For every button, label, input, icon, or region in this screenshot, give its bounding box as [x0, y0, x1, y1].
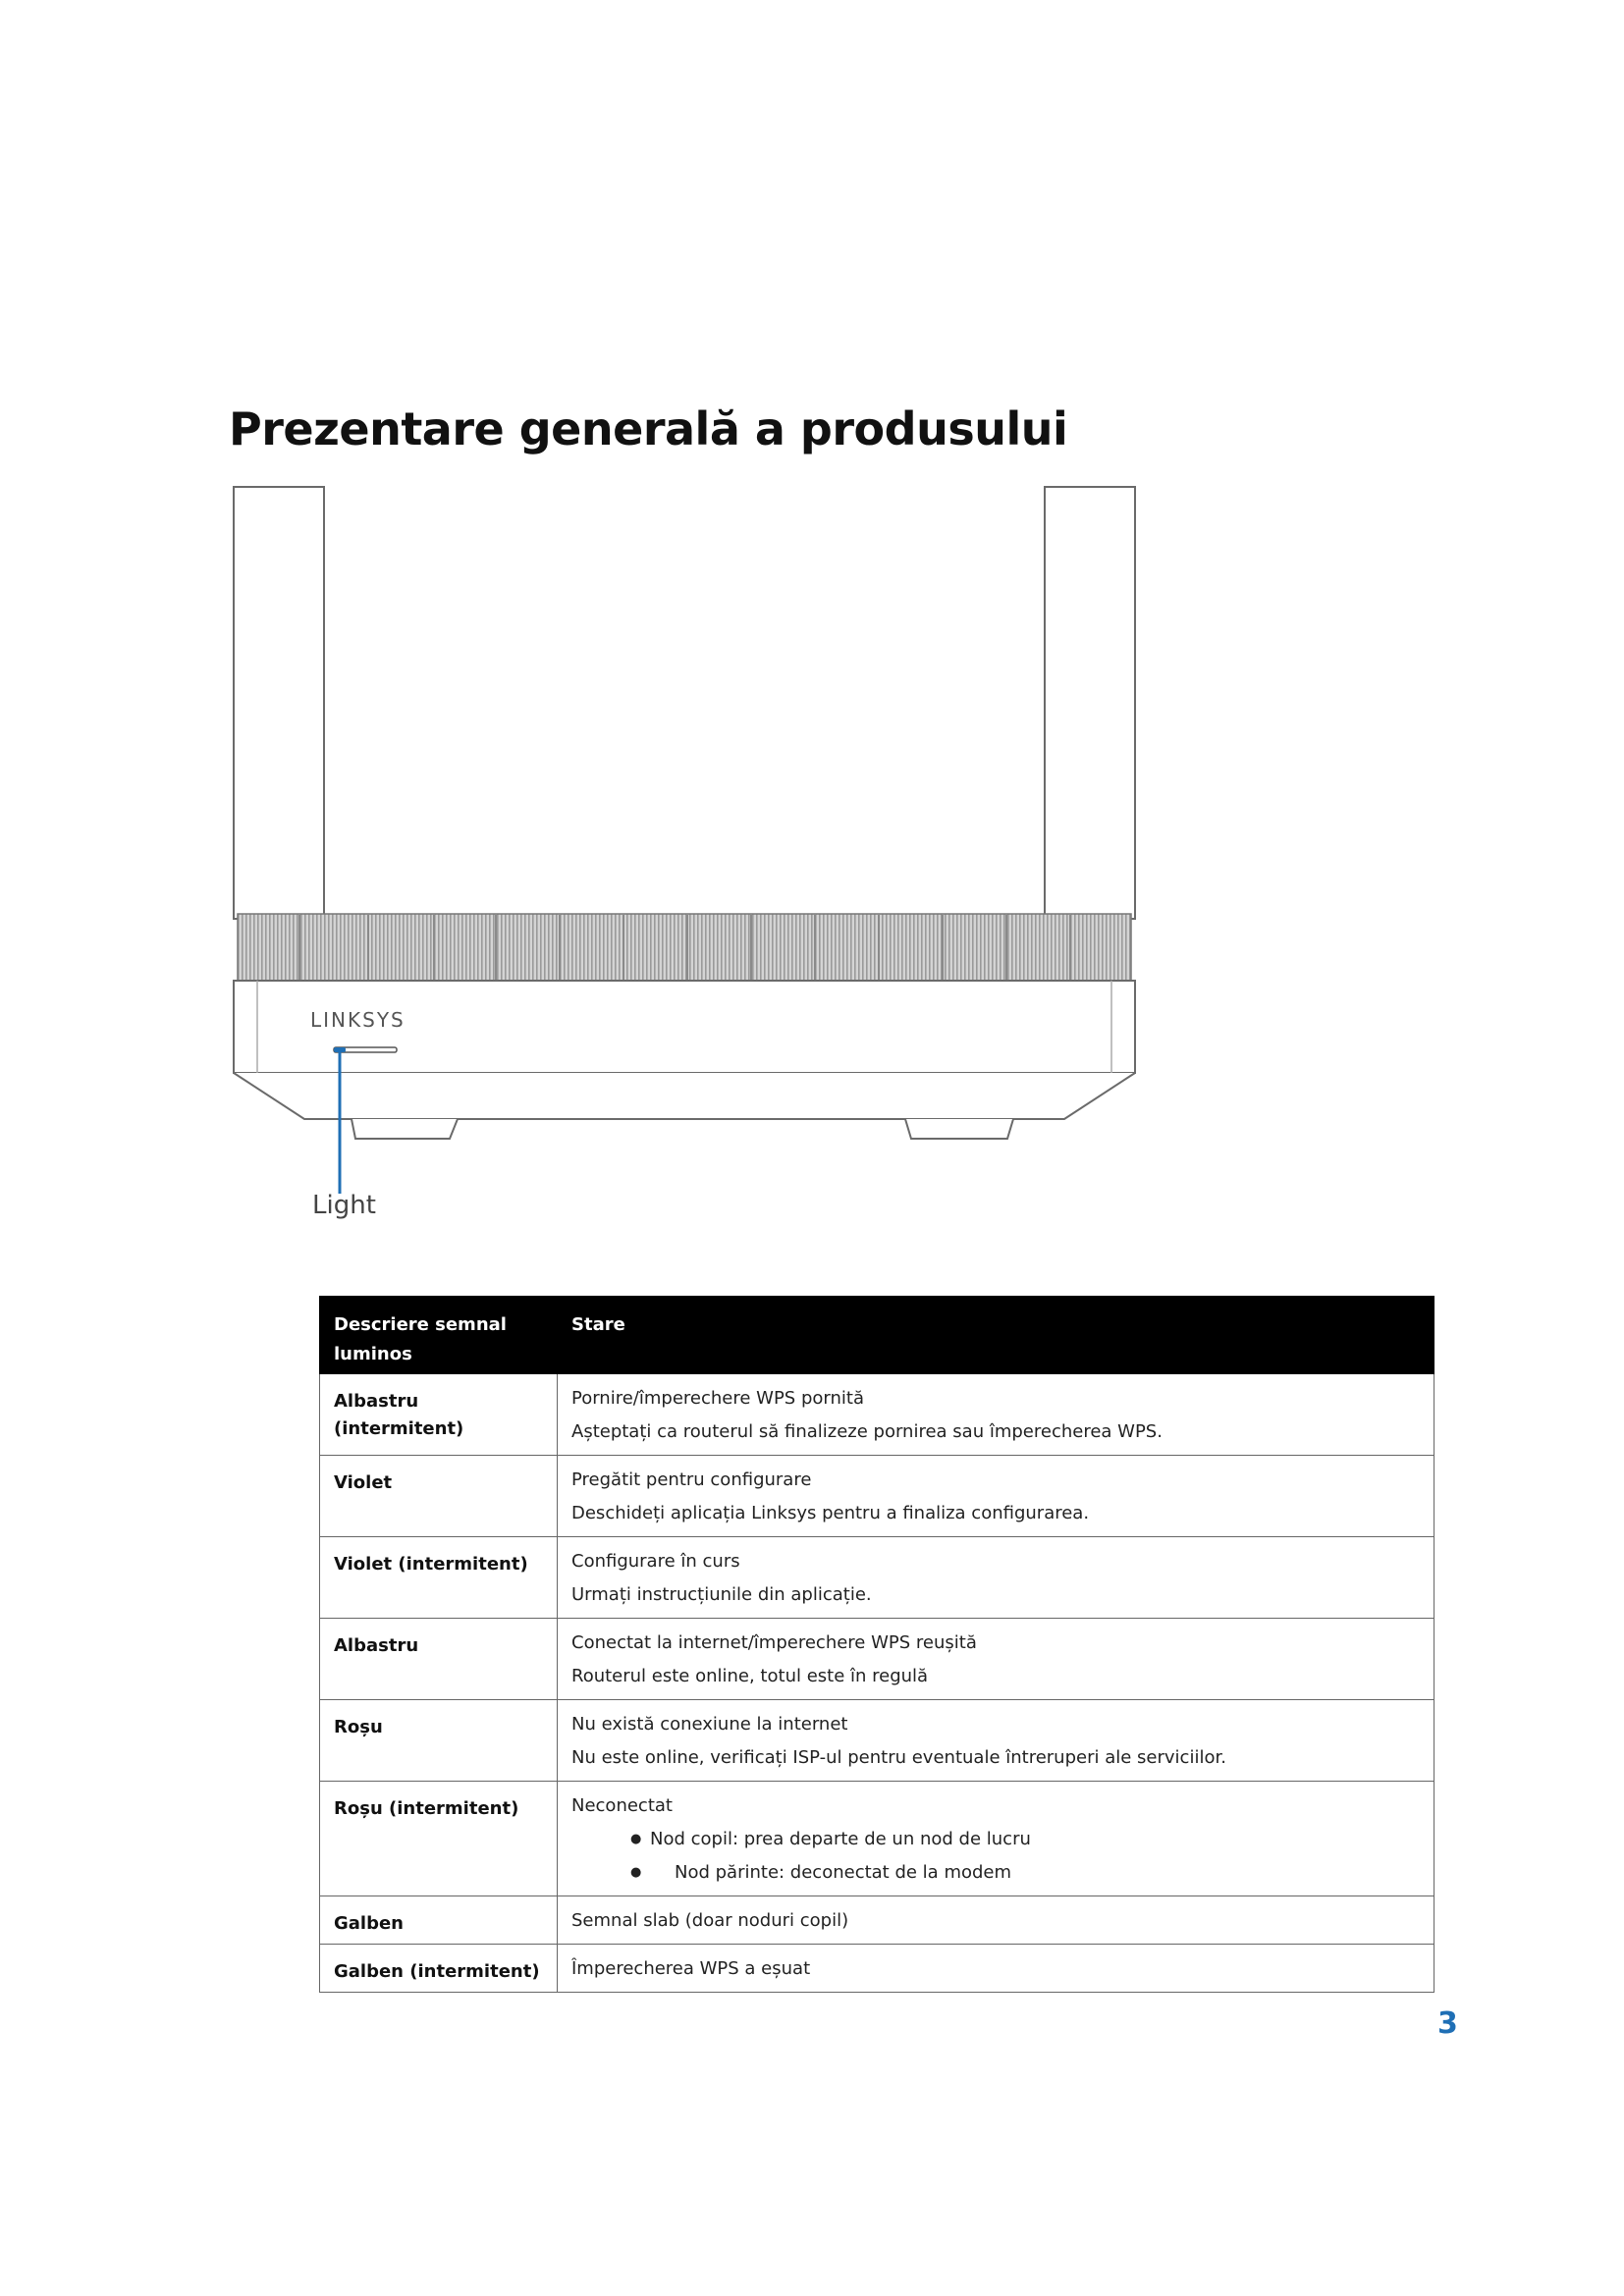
table-row: [320, 1374, 1435, 1456]
table-row: [320, 1782, 1435, 1896]
router-base: [234, 1073, 1135, 1119]
status-line: Pregătit pentru configurare: [571, 1469, 812, 1490]
table-row: [320, 1896, 1435, 1945]
header-signal: Descriere semnal luminos: [320, 1297, 558, 1374]
status-bullet: ● Nod copil: prea departe de un nod de lucru: [630, 1823, 1420, 1856]
signal-cell: Albastru (intermitent): [320, 1374, 558, 1456]
status-line: Așteptați ca routerul să finalizeze pornirea sau împerecherea WPS.: [571, 1421, 1163, 1442]
signal-cell: Violet: [320, 1456, 558, 1537]
vent-grille: [238, 914, 1131, 981]
header-status: Stare: [558, 1297, 1435, 1374]
signal-cell: Roșu (intermitent): [320, 1782, 558, 1896]
status-bullet-list: [571, 1823, 1420, 1890]
page-number: 3: [1437, 2006, 1458, 2041]
table-row: [320, 1619, 1435, 1700]
status-cell: [558, 1456, 1435, 1537]
status-line: Nu există conexiune la internet: [571, 1714, 848, 1735]
status-line: Împerecherea WPS a eșuat: [571, 1958, 811, 1979]
light-callout-label: Light: [312, 1191, 376, 1220]
status-cell: [558, 1945, 1435, 1993]
left-foot: [352, 1119, 458, 1139]
status-cell: [558, 1896, 1435, 1945]
status-bullet: ● Nod părinte: deconectat de la modem: [630, 1856, 1420, 1890]
status-cell: [558, 1782, 1435, 1896]
table-row: [320, 1456, 1435, 1537]
status-line: Configurare în curs: [571, 1551, 740, 1572]
router-illustration: [226, 479, 1139, 1235]
status-line: Deschideți aplicația Linksys pentru a finaliza configurarea.: [571, 1503, 1090, 1523]
signal-cell: Roșu: [320, 1700, 558, 1782]
linksys-logo: LINKSYS: [310, 1008, 406, 1032]
status-line: Nu este online, verificați ISP-ul pentru eventuale întreruperi ale serviciilor.: [571, 1747, 1226, 1768]
status-line: Pornire/împerechere WPS pornită: [571, 1388, 864, 1409]
right-antenna: [1045, 487, 1135, 919]
light-status-table: [319, 1296, 1435, 1993]
status-line: Routerul este online, totul este în regulă: [571, 1666, 929, 1686]
table-row: [320, 1945, 1435, 1993]
status-cell: [558, 1700, 1435, 1782]
signal-cell: Galben: [320, 1896, 558, 1945]
signal-cell: Albastru: [320, 1619, 558, 1700]
table-row: [320, 1537, 1435, 1619]
page-title: Prezentare generală a produsului: [229, 402, 1068, 455]
signal-cell: Violet (intermitent): [320, 1537, 558, 1619]
right-foot: [905, 1119, 1013, 1139]
status-cell: [558, 1537, 1435, 1619]
status-line: Semnal slab (doar noduri copil): [571, 1910, 849, 1931]
status-cell: [558, 1619, 1435, 1700]
table-header-row: [320, 1297, 1435, 1374]
status-line: Neconectat: [571, 1795, 673, 1816]
signal-cell: Galben (intermitent): [320, 1945, 558, 1993]
status-cell: [558, 1374, 1435, 1456]
status-line: Conectat la internet/împerechere WPS reușită: [571, 1632, 977, 1653]
table-row: [320, 1700, 1435, 1782]
status-line: Urmați instrucțiunile din aplicație.: [571, 1584, 872, 1605]
left-antenna: [234, 487, 324, 919]
